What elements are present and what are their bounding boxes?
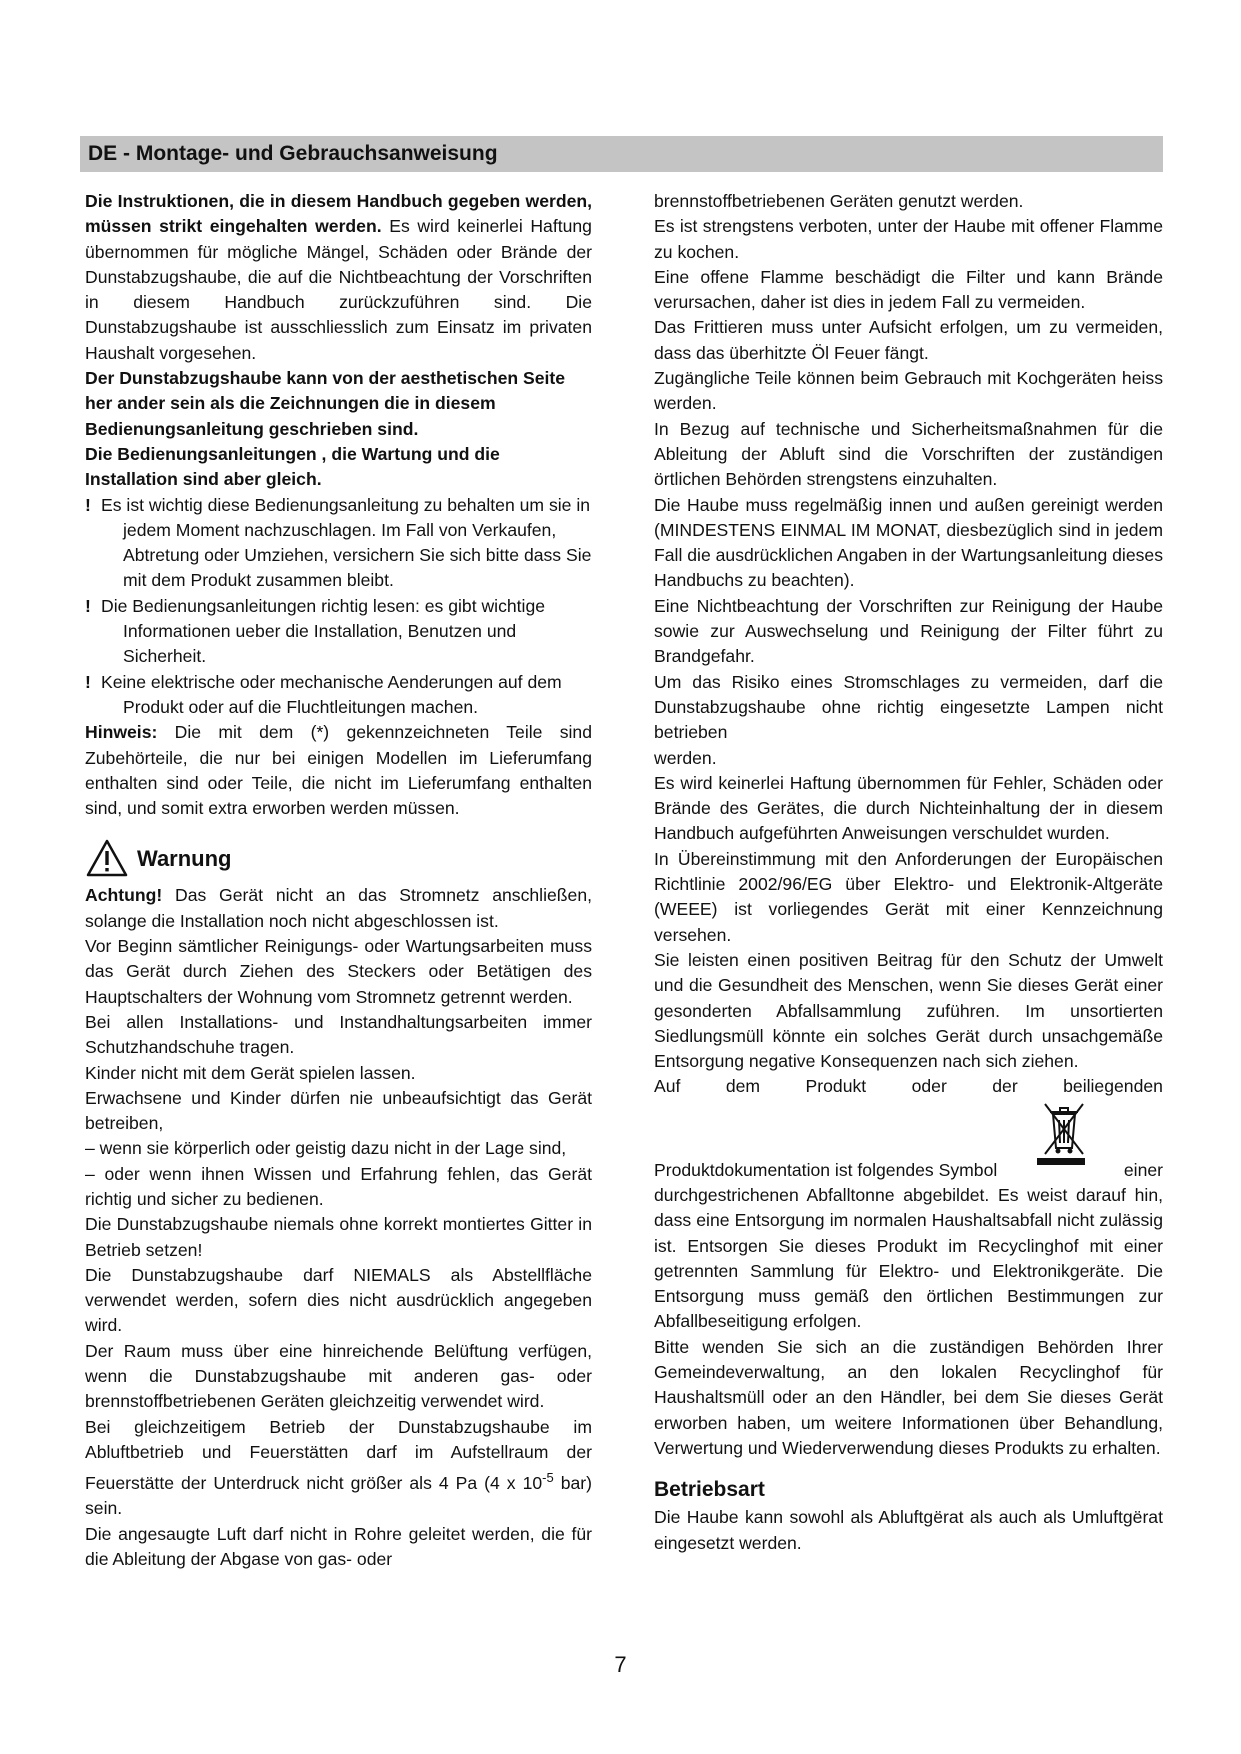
intro-rest: Es wird keinerlei Haftung übernommen für mögliche Mängel, Schäden oder Brände der Dunstabzugshaube, die auf die Nichtbeachtung der Vorschriften in diesem Handbuch zurückzuführen sind. Die Dunstabzugshaube ist ausschliesslich zum Einsatz im privaten Haushalt vorgesehen. (85, 216, 592, 363)
symbol-sentence-text: Produktdokumentation ist folgendes Symbol (654, 1159, 998, 1180)
intro-paragraph (85, 189, 592, 366)
warning-title: Warnung (137, 845, 232, 871)
section-title: DE - Montage- und Gebrauchsanweisung (88, 142, 498, 165)
word: dem (725, 1076, 761, 1097)
grid-paragraph: Die Dunstabzugshaube niemals ohne korrekt montiertes Gitter in Betrieb setzen! (85, 1214, 592, 1260)
word: Produkt (805, 1076, 867, 1097)
weee-symbol-area (654, 1100, 1163, 1158)
bullet-item (85, 670, 592, 721)
page-number: 7 (614, 1652, 627, 1677)
word: oder (911, 1076, 947, 1097)
bullet-text: Keine elektrische oder mechanische Aenderungen auf dem Produkt oder auf die Fluchtleitungen machen. (101, 671, 562, 717)
pipes-paragraph: Die angesaugte Luft darf nicht in Rohre geleitet werden, die für die Ableitung der Abgase von gas- oder (85, 1523, 592, 1569)
paragraph: werden. (654, 747, 717, 768)
betriebsart-heading: Betriebsart (654, 1478, 765, 1502)
right-column (654, 189, 1163, 1556)
ventilation-paragraph: Der Raum muss über eine hinreichende Belüftung verfügen, wenn die Dunstabzugshaube mit anderen gas- oder brennstoffbetriebenen Geräten gleichzeitig verwendet wird. (85, 1340, 592, 1412)
paragraph: In Bezug auf technische und Sicherheitsmaßnahmen für die Ableitung der Abluft sind die Vorschriften der zuständigen örtlichen Behörden strengstens einzuhalten. (654, 418, 1163, 490)
word: beiliegenden (1063, 1076, 1163, 1097)
pressure-text: Bei gleichzeitigem Betrieb der Dunstabzugshaube im Abluftbetrieb und Feuerstätten darf im Aufstellraum der Feuerstätte der Unterdruck nicht größer als 4 Pa (4 x 10 (85, 1416, 592, 1494)
symbol-line (654, 1074, 1163, 1099)
paragraph: Bitte wenden Sie sich an die zuständigen Behörden Ihrer Gemeindeverwaltung, an den lokalen Recyclinghof für Haushaltsmüll oder an den Händler, bei dem Sie dieses Gerät erworben haben, um weitere Informationen über Behandlung, Verwertung und Wiederverwendung dieses Produkts zu erhalten. (654, 1336, 1163, 1458)
paragraph: Eine offene Flamme beschädigt die Filter und kann Brände verursachen, daher ist dies in jedem Fall zu vermeiden. (654, 266, 1163, 313)
exclamation-icon: ! (85, 595, 91, 616)
hinweis-text: Die mit dem (*) gekennzeichneten Teile sind Zubehörteile, die nur bei einigen Modellen im Lieferumfang enthalten sind oder Teile, die nicht im Lieferumfang enthalten sind, und somit extra erworben werden müssen. (85, 722, 592, 819)
pressure-exponent: -5 (542, 1470, 554, 1486)
exclamation-icon: ! (85, 671, 91, 692)
bullet-item (85, 594, 592, 670)
children-paragraph: Kinder nicht mit dem Gerät spielen lassen. (85, 1062, 416, 1083)
paragraph: Die Haube muss regelmäßig innen und außen gereinigt werden (MINDESTENS EINMAL IM MONAT, diesbezüglich sind in jedem Fall die ausdrücklichen Angaben in der Wartungsanleitung dieses Handbuchs zu beachten). (654, 494, 1163, 591)
dash-item: – oder wenn ihnen Wissen und Erfahrung fehlen, das Gerät richtig und sicher zu bedienen. (85, 1163, 592, 1209)
hinweis-paragraph (85, 720, 592, 821)
dash-item: – wenn sie körperlich oder geistig dazu nicht in der Lage sind, (85, 1138, 567, 1159)
paragraph: Es wird keinerlei Haftung übernommen für Fehler, Schäden oder Brände des Gerätes, die durch Nichteinhaltung der in diesem Handbuch aufgeführten Anweisungen verschuldet wurden. (654, 772, 1163, 844)
gloves-paragraph: Bei allen Installations- und Instandhaltungsarbeiten immer Schutzhandschuhe tragen. (85, 1011, 592, 1058)
symbol-sentence-line (654, 1158, 1163, 1183)
paragraph: Um das Risiko eines Stromschlages zu vermeiden, darf die Dunstabzugshaube ohne richtig eingesetzte Lampen nicht betrieben (654, 671, 1163, 743)
paragraph: Sie leisten einen positiven Beitrag für den Schutz der Umwelt und die Gesundheit des Menschen, wenn Sie dieses Gerät einer gesonderten Abfallsammlung zuführen. Im unsortierten Siedlungsmüll könnte ein solches Gerät durch unsachgemäße Entsorgung negative Konsequenzen nach sich ziehen. (654, 949, 1163, 1072)
symbol-sentence-end: einer (1123, 1159, 1163, 1180)
betriebsart-paragraph: Die Haube kann sowohl als Abluftgërat als auch als Umluftgërat eingesetzt werden. (654, 1507, 1163, 1553)
paragraph: Das Frittieren muss unter Aufsicht erfolgen, um zu vermeiden, dass das überhitzte Öl Feuer fängt. (654, 317, 1163, 363)
achtung-label: Achtung! (85, 885, 163, 906)
left-column (85, 189, 592, 1572)
aesthetic-note: Der Dunstabzugshaube kann von der aesthetischen Seite her ander sein als die Zeichnungen die in diesem Bedienungsanleitung geschrieben sind. (85, 368, 566, 439)
paragraph: Zugängliche Teile können beim Gebrauch mit Kochgeräten heiss werden. (654, 368, 1163, 414)
paragraph: Eine Nichtbeachtung der Vorschriften zur Reinigung der Haube sowie zur Auswechselung und Reinigung der Filter führt zu Brandgefahr. (654, 595, 1163, 667)
pressure-unit: bar) sein. (85, 1473, 592, 1519)
cleaning-paragraph: Vor Beginn sämtlicher Reinigungs- oder Wartungsarbeiten muss das Gerät durch Ziehen des Steckers oder Betätigen des Hauptschalters der Wohnung vom Stromnetz getrennt werden. (85, 936, 592, 1007)
paragraph: Es ist strengstens verboten, unter der Haube mit offener Flamme zu kochen. (654, 216, 1163, 262)
bullet-item (85, 493, 592, 594)
shelf-paragraph: Die Dunstabzugshaube darf NIEMALS als Abstellfläche verwendet werden, sofern dies nicht ausdrücklich angegeben wird. (85, 1264, 592, 1336)
adults-paragraph: Erwachsene und Kinder dürfen nie unbeaufsichtigt das Gerät betreiben, (85, 1087, 592, 1134)
crossed-bin-icon (1039, 1100, 1089, 1160)
achtung-paragraph (85, 883, 592, 934)
word: der (992, 1076, 1018, 1097)
warning-triangle-icon (85, 838, 129, 878)
intro-bold: Die Instruktionen, die in diesem Handbuch gegeben werden, müssen strikt eingehalten werden. (85, 191, 592, 237)
hinweis-label: Hinweis: (85, 722, 158, 743)
exclamation-icon: ! (85, 494, 91, 515)
achtung-text: Das Gerät nicht an das Stromnetz anschließen, solange die Installation noch nicht abgeschlossen ist. (85, 885, 592, 931)
same-note: Die Bedienungsanleitungen , die Wartung und die Installation sind aber gleich. (85, 443, 500, 490)
warning-heading (85, 833, 592, 883)
bullet-text: Die Bedienungsanleitungen richtig lesen: es gibt wichtige Informationen ueber die Installation, Benutzen und Sicherheit. (101, 595, 546, 667)
paragraph: In Übereinstimmung mit den Anforderungen der Europäischen Richtlinie 2002/96/EG über Elektro- und Elektronik-Altgeräte (WEEE) ist vorliegendes Gerät mit einer Kennzeichnung versehen. (654, 848, 1163, 945)
section-header-bar (80, 136, 1163, 172)
pressure-paragraph (85, 1415, 592, 1522)
bullet-text: Es ist wichtig diese Bedienungsanleitung zu behalten um sie in jedem Moment nachzuschlagen. Im Fall von Verkaufen, Abtretung oder Umziehen, versichern Sie sich bitte dass Sie mit dem Produkt zusammen bleibt. (101, 494, 592, 591)
paragraph: durchgestrichenen Abfalltonne abgebildet. Es weist darauf hin, dass eine Entsorgung im normalen Haushaltsabfall nicht zulässig ist. Entsorgen Sie dieses Produkt im Recyclinghof mit einer getrennten Sammlung für Elektro- und Elektronikgeräte. Die Entsorgung muss gemäß den örtlichen Bestimmungen zur Abfallbeseitigung erfolgen. (654, 1184, 1163, 1332)
word: Auf (654, 1076, 681, 1097)
paragraph: brennstoffbetriebenen Geräten genutzt werden. (654, 191, 1024, 211)
